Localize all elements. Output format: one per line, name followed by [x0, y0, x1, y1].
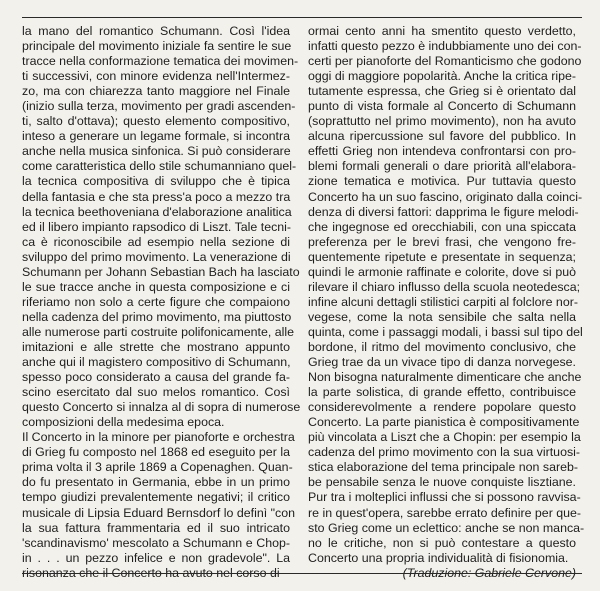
text-line: riferiamo non solo a certe figure che compaiono: [22, 294, 290, 309]
paragraph-schumann-influence: [22, 24, 301, 430]
text-line: be pensabile senza le nuove conquiste lisztiane.: [308, 475, 576, 490]
text-line: quindi le armonie raffinate e colorite, dove si può: [308, 264, 576, 279]
bottom-rule: [22, 573, 582, 574]
text-line: preferenza per le brevi frasi, che vengono fre-: [308, 234, 576, 249]
text-line: infine alcuni dettagli stilistici carpiti al folclore nor-: [308, 294, 578, 309]
text-line: Concerto ha un suo fascino, originato dalla coinci-: [308, 189, 583, 204]
text-line: tutamente espressa, che Grieg si è orientato dal: [308, 84, 576, 99]
text-line: Concerto. La parte pianistica è compositivamente: [308, 415, 580, 430]
text-line: Concerto una propria individualità di fisionomia.: [308, 550, 569, 565]
text-line: scino esercitato dal suo melos romantico. Così: [22, 385, 290, 400]
text-line: inteso a generare un legame formale, si incontra: [22, 129, 290, 144]
text-line: alle numerose parti costruite polifonicamente, alle: [22, 324, 295, 339]
text-line: (soprattutto nel primo movimento), non ha avuto: [308, 114, 576, 129]
text-line: la tecnica beethoveniana d'elaborazione analitica: [22, 204, 292, 219]
text-line: principale del movimento iniziale fa sentire le sue: [22, 39, 292, 54]
text-line: in . . . un pezzo infelice e non gradevole". La: [22, 550, 290, 565]
right-column: [308, 24, 585, 581]
text-line: Non bisogna naturalmente dimenticare che anche: [308, 370, 582, 385]
text-line: la tecnica compositiva di sviluppo che è tipica: [22, 174, 290, 189]
text-line: ormai cento anni ha smentito questo verdetto,: [308, 24, 576, 38]
paragraph-concerto-appeal: [308, 24, 585, 566]
text-line: come caratteristica dello stile schumanniano quel-: [22, 159, 297, 174]
text-line: infatti questo pezzo è indubbiamente uno dei con-: [308, 39, 582, 54]
text-line: che ingegnose ed orecchiabili, con una spiccata: [308, 219, 576, 234]
text-line: denza di diversi fattori: dapprima le figure melodi-: [308, 204, 579, 219]
text-line: quentemente ripetute e presentate in sequenza;: [308, 249, 576, 264]
text-line: rilevare il chiaro influsso della scuola neotedesca;: [308, 279, 581, 294]
text-line: nella cadenza del primo movimento, ma piuttosto: [22, 309, 292, 324]
text-line: considerevolmente a rendere popolare questo: [308, 400, 576, 415]
text-line: risonanza che il Concerto ha avuto nel corso di: [22, 565, 280, 580]
text-line: la parte solistica, di grande effetto, contribuisce: [308, 385, 576, 400]
text-line: zione tematica e motivica. Pur tuttavia questo: [308, 174, 576, 189]
text-line: Pur tra i molteplici influssi che si possono ravvisa-: [308, 490, 581, 505]
text-line: anche qui il magistero compositivo di Schumann,: [22, 355, 291, 370]
text-line: ed il libero impianto rapsodico di Liszt. Tale tecni-: [22, 219, 292, 234]
text-line: tempo giudizi prevalentemente negativi; il critico: [22, 490, 290, 505]
text-line: blemi formali generali o dare priorità all'elabora-: [308, 159, 576, 174]
left-column: [22, 24, 301, 581]
text-line: composizioni della medesima epoca.: [22, 415, 225, 430]
text-line: musicale di Lipsia Eduard Bernsdorf lo definì "con: [22, 505, 296, 520]
text-line: imitazioni e alle strette che mostrano appunto: [22, 339, 290, 354]
text-line: Il Concerto in la minore per pianoforte e orchestra: [22, 430, 295, 445]
text-line: vegese, come la nota sensibile che salta nella: [308, 309, 576, 324]
text-line: no le critiche, non si può contestare a questo: [308, 535, 576, 550]
text-line: questo Concerto si innalza al di sopra di numerose: [22, 400, 301, 415]
text-line: la mano del romantico Schumann. Così l'idea: [22, 24, 290, 38]
text-line: sviluppo del primo movimento. La venerazione di: [22, 249, 291, 264]
text-line: oggi di maggiore popolarità. Anche la critica ripe-: [308, 69, 576, 84]
text-line: più vincolata a Liszt che a Chopin: per esempio la: [308, 430, 581, 445]
text-line: zo, ma con chiarezza tanto maggiore nel Finale: [22, 84, 290, 99]
text-line: Grieg trae da un vivace tipo di danza norvegese.: [308, 355, 576, 370]
translation-credit: (Traduzione: Gabriele Cervone): [402, 565, 576, 580]
text-line: alcuna ripercussione sul favore del pubblico. In: [308, 129, 576, 144]
text-line: di Grieg fu composto nel 1868 ed eseguito per la: [22, 445, 290, 460]
text-line: le sue tracce anche in questa composizione e ci: [22, 279, 290, 294]
text-line: ti, salto d'ottava); questo elemento compositivo,: [22, 114, 290, 129]
text-line: anche nella musica sinfonica. Si può considerare: [22, 144, 291, 159]
text-line: stica elaborazione del tema principale non sareb-: [308, 460, 578, 475]
text-line: effetti Grieg non intendeva confrontarsi con pro-: [308, 144, 576, 159]
text-line: ca è riconoscibile ad esempio nella sezione di: [22, 234, 290, 249]
text-line: punto di vista formale al Concerto di Schumann: [308, 99, 576, 114]
text-line: spesso poco considerato a causa del grande fa-: [22, 370, 290, 385]
text-line: bordone, il ritmo del movimento conclusivo, che: [308, 339, 576, 354]
text-line: tracce nella conformazione tematica dei movimen-: [22, 54, 299, 69]
paragraph-concerto-history: [22, 430, 296, 580]
text-line: della fantasia e che sta press'a poco a mezzo tra: [22, 189, 291, 204]
text-line: do fu presentato in Germania, ebbe in un primo: [22, 475, 290, 490]
text-line: quinta, come i passaggi modali, i bassi sul tipo del: [308, 324, 583, 339]
text-line: certi per pianoforte del Romanticismo che godono: [308, 54, 582, 69]
text-line: re in quest'opera, sarebbe errato definire per que-: [308, 505, 582, 520]
top-rule: [22, 17, 582, 18]
text-line: (inizio sulla terza, movimento per gradi ascenden-: [22, 99, 296, 114]
text-line: 'scandinavismo' mescolato a Schumann e Chop-: [22, 535, 290, 550]
text-line: sto Grieg come un eclettico: anche se non manca-: [308, 520, 585, 535]
text-line: cadenza del primo movimento con la sua virtuosi-: [308, 445, 581, 460]
text-line: ti successivi, con minore evidenza nell'Intermez-: [22, 69, 290, 84]
text-line: Schumann per Johann Sebastian Bach ha lasciato: [22, 264, 300, 279]
text-line: prima volta il 3 aprile 1869 a Copenaghen. Quan-: [22, 460, 293, 475]
text-line: la sua fattura frammentaria ed il suo intricato: [22, 520, 290, 535]
